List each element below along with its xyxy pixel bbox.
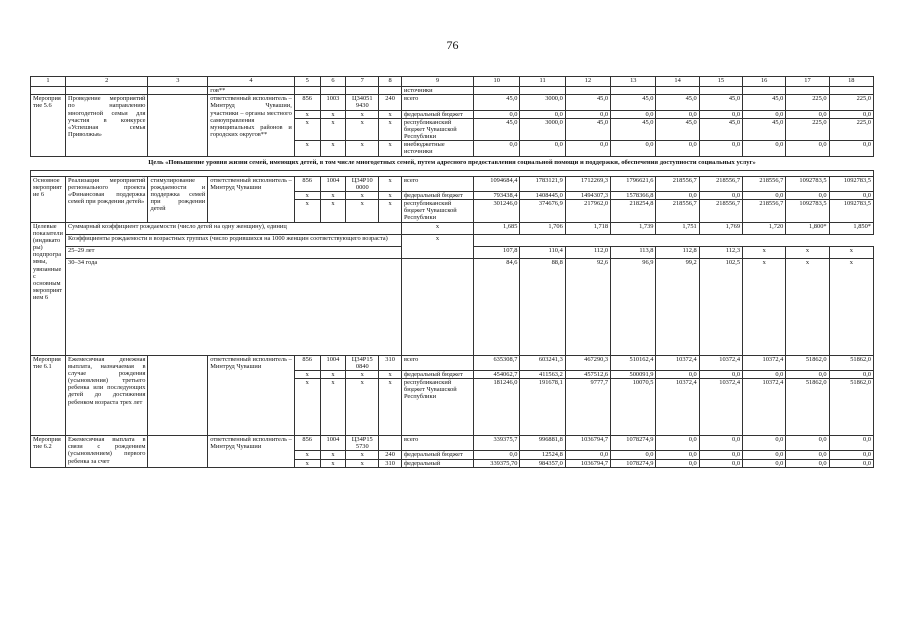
table-cell: 45,0 — [743, 118, 786, 141]
table-cell: 0,0 — [743, 459, 786, 467]
table-cell: x — [786, 246, 829, 258]
table-cell: x — [294, 110, 320, 118]
table-cell: x — [829, 258, 873, 355]
header-row — [31, 77, 874, 87]
table-cell: 218556,7 — [656, 200, 699, 223]
table-cell: 0,0 — [656, 141, 699, 156]
table-cell: 1092783,5 — [786, 200, 829, 223]
table-cell: 45,0 — [743, 95, 786, 110]
table-cell: 603241,3 — [520, 355, 565, 370]
table-cell: 45,0 — [656, 118, 699, 141]
table-cell: 1092783,5 — [786, 176, 829, 191]
table-cell: 45,0 — [699, 95, 742, 110]
responsible-executor: ответственный исполнитель – Минтруд Чувашии, участники – органы местного самоуправления муниципальных районов и городских округов** — [208, 95, 295, 156]
measure-code: Мероприятие 6.2 — [31, 436, 66, 468]
table-cell: 310 — [379, 355, 402, 370]
table-cell: 0,0 — [743, 436, 786, 451]
table-cell: федеральный бюджет — [401, 110, 473, 118]
table-cell: 1004 — [320, 355, 346, 370]
table-cell: x — [294, 118, 320, 141]
task-text: стимулирование рождаемости и поддержка семей при рождении детей — [148, 176, 208, 222]
table-cell: 3000,0 — [520, 95, 565, 110]
table-cell: 225,0 — [786, 95, 829, 110]
table-cell: x — [320, 200, 346, 223]
table-cell: 500091,9 — [611, 370, 656, 378]
table-cell: 10372,4 — [743, 355, 786, 370]
table-cell: x — [294, 191, 320, 199]
table-cell: 1036794,7 — [565, 436, 610, 451]
table-cell: 51862,0 — [829, 379, 873, 436]
table-cell: 218556,7 — [699, 176, 742, 191]
table-cell: x — [320, 370, 346, 378]
table-cell: 0,0 — [786, 436, 829, 451]
table-cell: всего — [401, 436, 473, 451]
table-cell: x — [379, 110, 402, 118]
table-cell: 1,751 — [656, 222, 699, 234]
table-row — [31, 87, 874, 95]
table-cell: 467290,3 — [565, 355, 610, 370]
table-cell: 1092783,5 — [829, 200, 873, 223]
table-cell: 339375,70 — [474, 459, 520, 467]
indicator-text: Коэффициенты рождаемости в возрастных группах (число родившихся на 1000 женщин соответствующего возраста) — [66, 234, 402, 246]
column-number: 18 — [829, 77, 873, 87]
table-cell: Ц34Р10 0000 — [346, 176, 379, 191]
table-cell: 10372,4 — [656, 379, 699, 436]
table-cell: 856 — [294, 176, 320, 191]
table-cell: 112,8 — [656, 246, 699, 258]
cell — [66, 87, 148, 95]
table-cell: x — [346, 200, 379, 223]
table-row — [31, 436, 874, 451]
table-cell: республиканский бюджет Чувашской Республики — [401, 118, 473, 141]
table-cell: 856 — [294, 436, 320, 451]
table-cell: федеральный бюджет — [401, 370, 473, 378]
column-number: 17 — [786, 77, 829, 87]
table-cell: 0,0 — [656, 459, 699, 467]
table-cell: 0,0 — [611, 110, 656, 118]
measure-name: Реализация мероприятий регионального проекта «Финансовая поддержка семей при рождении детей» — [66, 176, 148, 222]
table-cell: x — [786, 258, 829, 355]
table-cell: 10372,4 — [699, 379, 742, 436]
table-cell: 45,0 — [611, 95, 656, 110]
table-cell: 0,0 — [786, 141, 829, 156]
table-cell: 0,0 — [520, 110, 565, 118]
table-cell: x — [320, 110, 346, 118]
cell — [148, 95, 208, 156]
table-cell: 45,0 — [474, 95, 520, 110]
table-cell: 0,0 — [699, 370, 742, 378]
table-cell: x — [401, 234, 473, 246]
table-cell: 0,0 — [474, 110, 520, 118]
table-cell: 0,0 — [474, 451, 520, 459]
table-cell: 0,0 — [565, 451, 610, 459]
table-cell: 181246,0 — [474, 379, 520, 436]
table-cell: 84,6 — [474, 258, 520, 355]
table-row — [31, 95, 874, 110]
table-cell: 793438,4 — [474, 191, 520, 199]
table-cell: 1003 — [320, 95, 346, 110]
table-cell: 225,0 — [829, 118, 873, 141]
table-cell: 45,0 — [565, 95, 610, 110]
table-cell: 225,0 — [829, 95, 873, 110]
table-row — [31, 355, 874, 370]
table-cell: всего — [401, 176, 473, 191]
table-cell: x — [294, 459, 320, 467]
table-cell: x — [294, 379, 320, 436]
responsible-executor: ответственный исполнитель – Минтруд Чувашии — [208, 436, 295, 468]
table-cell: 217962,0 — [565, 200, 610, 223]
column-number: 3 — [148, 77, 208, 87]
responsible-executor: ответственный исполнитель – Минтруд Чувашии — [208, 355, 295, 436]
table-cell: 112,0 — [565, 246, 610, 258]
table-cell: 1578366,8 — [611, 191, 656, 199]
table-cell: 0,0 — [829, 451, 873, 459]
table-cell: 113,8 — [611, 246, 656, 258]
table-cell: 635308,7 — [474, 355, 520, 370]
column-number: 14 — [656, 77, 699, 87]
table-cell: внебюджетные источники — [401, 141, 473, 156]
table-cell: 218556,7 — [656, 176, 699, 191]
table-cell: 0,0 — [829, 370, 873, 378]
column-number: 4 — [208, 77, 295, 87]
table-cell: Ц34Р15 5730 — [346, 436, 379, 451]
table-cell: 218556,7 — [743, 200, 786, 223]
column-number: 11 — [520, 77, 565, 87]
table-cell: 0,0 — [786, 191, 829, 199]
table-cell: 0,0 — [656, 110, 699, 118]
table-cell: x — [743, 246, 786, 258]
table-cell: 96,9 — [611, 258, 656, 355]
table-cell: 1796621,6 — [611, 176, 656, 191]
table-cell: 0,0 — [786, 459, 829, 467]
table-cell: 51862,0 — [786, 379, 829, 436]
table-cell: x — [294, 451, 320, 459]
table-cell: 1004 — [320, 436, 346, 451]
table-cell: 1,706 — [520, 222, 565, 234]
table-cell: 339375,7 — [474, 436, 520, 451]
table-cell: 0,0 — [699, 451, 742, 459]
table-cell: 10372,4 — [743, 379, 786, 436]
table-cell: 218556,7 — [699, 200, 742, 223]
table-cell: x — [379, 176, 402, 191]
table-cell: 10372,4 — [656, 355, 699, 370]
table-cell: 0,0 — [699, 141, 742, 156]
table-cell: федеральный бюджет — [401, 191, 473, 199]
table-cell: 92,6 — [565, 258, 610, 355]
table-cell: 45,0 — [699, 118, 742, 141]
table-cell: 1,718 — [565, 222, 610, 234]
table-cell: 457512,6 — [565, 370, 610, 378]
table-cell: x — [346, 370, 379, 378]
table-cell: x — [379, 141, 402, 156]
table-cell: 45,0 — [611, 118, 656, 141]
table-cell: x — [743, 258, 786, 355]
table-cell: 88,8 — [520, 258, 565, 355]
table-cell: 0,0 — [829, 191, 873, 199]
table-cell: 0,0 — [656, 370, 699, 378]
responsible-executor: ответственный исполнитель – Минтруд Чувашии — [208, 176, 295, 222]
table-row — [31, 222, 874, 234]
table-cell: 45,0 — [565, 118, 610, 141]
table-cell: 1,720 — [743, 222, 786, 234]
table-cell: x — [346, 110, 379, 118]
table-cell: 0,0 — [611, 451, 656, 459]
column-number: 6 — [320, 77, 346, 87]
cell — [148, 87, 208, 95]
page-number: 76 — [446, 38, 459, 52]
table-cell: x — [379, 200, 402, 223]
table-cell: x — [320, 379, 346, 436]
table-cell: x — [346, 379, 379, 436]
table-cell: 191678,1 — [520, 379, 565, 436]
table-cell: 1092783,5 — [829, 176, 873, 191]
table-cell: x — [346, 191, 379, 199]
table-cell: 454062,7 — [474, 370, 520, 378]
column-number: 5 — [294, 77, 320, 87]
table-cell: 0,0 — [786, 451, 829, 459]
cell: гов** — [208, 87, 295, 95]
table-cell: 996881,8 — [520, 436, 565, 451]
table-cell: 0,0 — [656, 191, 699, 199]
table-cell: 1,739 — [611, 222, 656, 234]
cell: источники — [401, 87, 473, 95]
table-cell: 0,0 — [611, 141, 656, 156]
table-cell: x — [320, 141, 346, 156]
table-cell: 10070,5 — [611, 379, 656, 436]
table-cell: 301246,0 — [474, 200, 520, 223]
table-cell: всего — [401, 355, 473, 370]
table-cell: 0,0 — [829, 110, 873, 118]
measure-code: Мероприятие 5.6 — [31, 95, 66, 156]
indicator-text: Суммарный коэффициент рождаемости (число детей на одну женщину), единиц — [66, 222, 402, 234]
column-number: 12 — [565, 77, 610, 87]
table-row — [31, 234, 874, 246]
table-cell: 1,850* — [829, 222, 873, 234]
table-cell: 0,0 — [565, 141, 610, 156]
indicator-text: 30–34 года — [66, 258, 402, 355]
table-cell: 0,0 — [656, 451, 699, 459]
table-cell: 0,0 — [656, 436, 699, 451]
table-cell: федеральный бюджет — [401, 451, 473, 459]
measure-name: Проведение мероприятий по направлению многодетной семьи для участия в конкурсе «Успешная семья Приволжья» — [66, 95, 148, 156]
column-number: 7 — [346, 77, 379, 87]
table-cell: Ц34051 9430 — [346, 95, 379, 110]
table-cell: 0,0 — [699, 459, 742, 467]
table-cell: всего — [401, 95, 473, 110]
table-cell: 0,0 — [699, 110, 742, 118]
table-cell: 51862,0 — [829, 355, 873, 370]
column-number: 1 — [31, 77, 66, 87]
indicators-label: Целевые показатели (индикаторы) подпрограммы, увязанные с основным мероприятием 6 — [31, 222, 66, 355]
table-cell: 0,0 — [699, 191, 742, 199]
column-number: 9 — [401, 77, 473, 87]
table-cell: x — [379, 379, 402, 436]
table-cell: 99,2 — [656, 258, 699, 355]
table-cell: 110,4 — [520, 246, 565, 258]
column-number: 15 — [699, 77, 742, 87]
table-cell: 0,0 — [565, 110, 610, 118]
table-cell: 1094684,4 — [474, 176, 520, 191]
table-cell: x — [346, 141, 379, 156]
table-cell: 3000,0 — [520, 118, 565, 141]
column-number: 8 — [379, 77, 402, 87]
table-cell: 218254,8 — [611, 200, 656, 223]
table-cell: x — [294, 200, 320, 223]
table-cell: 0,0 — [743, 141, 786, 156]
table-cell: 1036794,7 — [565, 459, 610, 467]
table-cell: 984357,0 — [520, 459, 565, 467]
table-cell: 12524,8 — [520, 451, 565, 459]
column-number: 2 — [66, 77, 148, 87]
table-cell: 310 — [379, 459, 402, 467]
table-cell: 1004 — [320, 176, 346, 191]
table-cell: 45,0 — [474, 118, 520, 141]
table-cell: x — [294, 141, 320, 156]
measure-code: Основное мероприятие 6 — [31, 176, 66, 222]
table-cell: 218556,7 — [743, 176, 786, 191]
table-cell: x — [379, 191, 402, 199]
indicator-text: 25–29 лет — [66, 246, 402, 258]
measure-name: Ежемесячная выплата в связи с рождением (усыновлением) первого ребенка за счет — [66, 436, 148, 468]
table-row — [31, 176, 874, 191]
table-cell: 856 — [294, 95, 320, 110]
table-cell: федеральный — [401, 459, 473, 467]
table-cell: x — [379, 370, 402, 378]
column-number: 10 — [474, 77, 520, 87]
table-cell: 1408445,0 — [520, 191, 565, 199]
table-cell: x — [320, 459, 346, 467]
table-cell: 240 — [379, 95, 402, 110]
table-cell: x — [320, 118, 346, 141]
table-cell: x — [320, 191, 346, 199]
table-cell: 411563,2 — [520, 370, 565, 378]
table-cell: 1494307,3 — [565, 191, 610, 199]
cell — [31, 87, 66, 95]
measure-name: Ежемесячная денежная выплата, назначаемая в случае рождения (усыновления) третьего ребенка или последующих детей до достижения ребенком возраста трех лет — [66, 355, 148, 436]
table-cell: 1078274,9 — [611, 459, 656, 467]
table-cell: 0,0 — [786, 110, 829, 118]
table-cell — [379, 436, 402, 451]
table-cell: 374676,9 — [520, 200, 565, 223]
table-cell: Ц34Р15 0840 — [346, 355, 379, 370]
table-cell: 0,0 — [829, 141, 873, 156]
table-cell: x — [294, 370, 320, 378]
table-cell: 225,0 — [786, 118, 829, 141]
measure-code: Мероприятие 6.1 — [31, 355, 66, 436]
column-number: 16 — [743, 77, 786, 87]
table-cell: 1712269,3 — [565, 176, 610, 191]
table-cell: x — [346, 118, 379, 141]
goal-text: Цель «Повышение уровня жизни семей, имеющих детей, в том числе многодетных семей, путем адресного предоставления социальной помощи и поддержки, обеспечения доступности социальных услуг» — [31, 156, 874, 170]
table-cell: 1,800* — [786, 222, 829, 234]
table-row — [31, 258, 874, 355]
column-number: 13 — [611, 77, 656, 87]
table-cell: 10372,4 — [699, 355, 742, 370]
table-cell: 0,0 — [743, 370, 786, 378]
table-cell: 0,0 — [699, 436, 742, 451]
table-cell: республиканский бюджет Чувашской Республики — [401, 379, 473, 436]
table-cell: x — [346, 451, 379, 459]
table-cell: 1078274,9 — [611, 436, 656, 451]
table-cell: x — [346, 459, 379, 467]
table-cell: 0,0 — [520, 141, 565, 156]
goal-row — [31, 156, 874, 170]
table-cell: 0,0 — [829, 436, 873, 451]
table-cell: 1,685 — [474, 222, 520, 234]
table-cell: 107,8 — [474, 246, 520, 258]
program-table — [30, 76, 874, 468]
table-cell: 510162,4 — [611, 355, 656, 370]
table-cell: республиканский бюджет Чувашской Республики — [401, 200, 473, 223]
table-cell: 1,769 — [699, 222, 742, 234]
table-cell: 856 — [294, 355, 320, 370]
table-cell: 9777,7 — [565, 379, 610, 436]
table-cell: x — [829, 246, 873, 258]
table-cell: 102,5 — [699, 258, 742, 355]
table-cell: 112,3 — [699, 246, 742, 258]
table-cell: 0,0 — [743, 110, 786, 118]
table-cell: 240 — [379, 451, 402, 459]
table-row — [31, 246, 874, 258]
table-cell: 45,0 — [656, 95, 699, 110]
table-cell: x — [320, 451, 346, 459]
table-cell: 0,0 — [829, 459, 873, 467]
table-cell: 0,0 — [743, 191, 786, 199]
table-cell: x — [379, 118, 402, 141]
table-cell: 0,0 — [743, 451, 786, 459]
table-cell: 0,0 — [474, 141, 520, 156]
table-cell: x — [401, 222, 473, 234]
table-cell: 1783121,9 — [520, 176, 565, 191]
table-cell: 0,0 — [786, 370, 829, 378]
table-cell: 51862,0 — [786, 355, 829, 370]
